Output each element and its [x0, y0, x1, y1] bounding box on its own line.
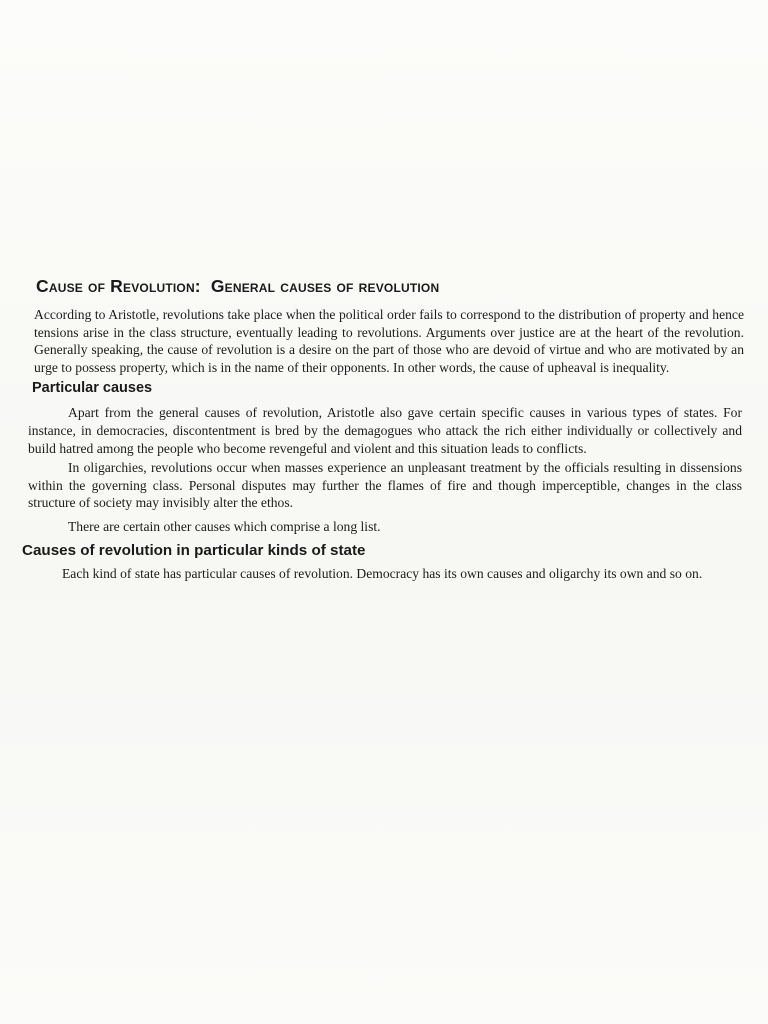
- section-heading-right: General causes of revolution: [210, 276, 440, 296]
- intro-paragraph: According to Aristotle, revolutions take place when the political order fails to correspond to the distribution of property and hence tensions arise in the class structure, eventually leading to revolutions. Arguments over justice are at the heart of the revolution. Generally speaking, the cause of revolution is a desire on the part of those who are devoid of virtue and who are motivated by an urge to possess property, which is in the name of their opponents. In other words, the cause of upheaval is inequality.: [34, 307, 744, 375]
- kinds-of-state-heading: Causes of revolution in particular kinds of state: [22, 541, 366, 559]
- section-heading: [36, 276, 750, 297]
- democracy-paragraph: Apart from the general causes of revolution, Aristotle also gave certain specific causes in various types of states. For instance, in democracies, discontentment is bred by the demagogues who attack the rich either individually or collectively and build hatred among the people who become revengeful and violent and this situation leads to conflicts.: [28, 405, 742, 456]
- kinds-of-state-paragraph: Each kind of state has particular causes of revolution. Democracy has its own causes and oligarchy its own and so on.: [62, 565, 703, 581]
- particular-causes-heading: Particular causes: [32, 380, 153, 397]
- other-causes-paragraph: There are certain other causes which comprise a long list.: [68, 518, 381, 534]
- particular-causes-body: [28, 404, 742, 535]
- document-content: [22, 276, 750, 582]
- oligarchy-paragraph: In oligarchies, revolutions occur when masses experience an unpleasant treatment by the officials resulting in dissensions within the governing class. Personal disputes may further the flames of fire and though imperceptible, changes in the class structure of society may invisibly alter the ethos.: [28, 460, 742, 511]
- section-heading-left: Cause of Revolution:: [36, 276, 201, 296]
